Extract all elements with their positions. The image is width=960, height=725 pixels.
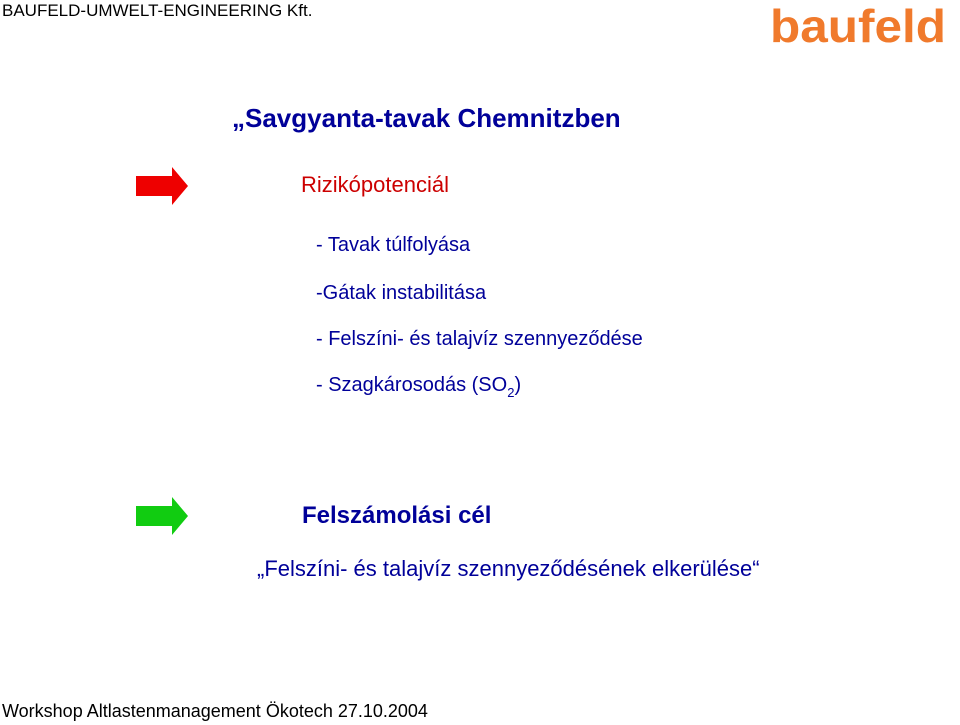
subscript-2: 2	[507, 385, 515, 400]
risk-item-odor	[316, 374, 522, 400]
risk-item: -Gátak instabilitása	[316, 282, 487, 304]
svg-text:baufeld: baufeld	[770, 4, 946, 52]
risk-item-odor-close: )	[514, 374, 522, 396]
footer-text: Workshop Altlastenmanagement Ökotech 27.10.2004	[2, 701, 428, 721]
slide-title: „Savgyanta-tavak Chemnitzben	[232, 103, 621, 133]
goal-text: „Felszíni- és talajvíz szennyeződésének elkerülése“	[257, 556, 760, 581]
risk-item: - Felszíni- és talajvíz szennyeződése	[316, 328, 643, 350]
risk-heading: Rizikópotenciál	[301, 172, 449, 197]
red-arrow-icon	[136, 167, 188, 205]
green-arrow-icon	[136, 497, 188, 535]
company-name: BAUFELD-UMWELT-ENGINEERING Kft.	[2, 1, 313, 20]
goal-heading: Felszámolási cél	[302, 502, 492, 529]
baufeld-logo	[770, 4, 952, 52]
risk-item: - Tavak túlfolyása	[316, 234, 471, 256]
risk-item-odor-text: - Szagkárosodás (SO	[316, 374, 508, 396]
